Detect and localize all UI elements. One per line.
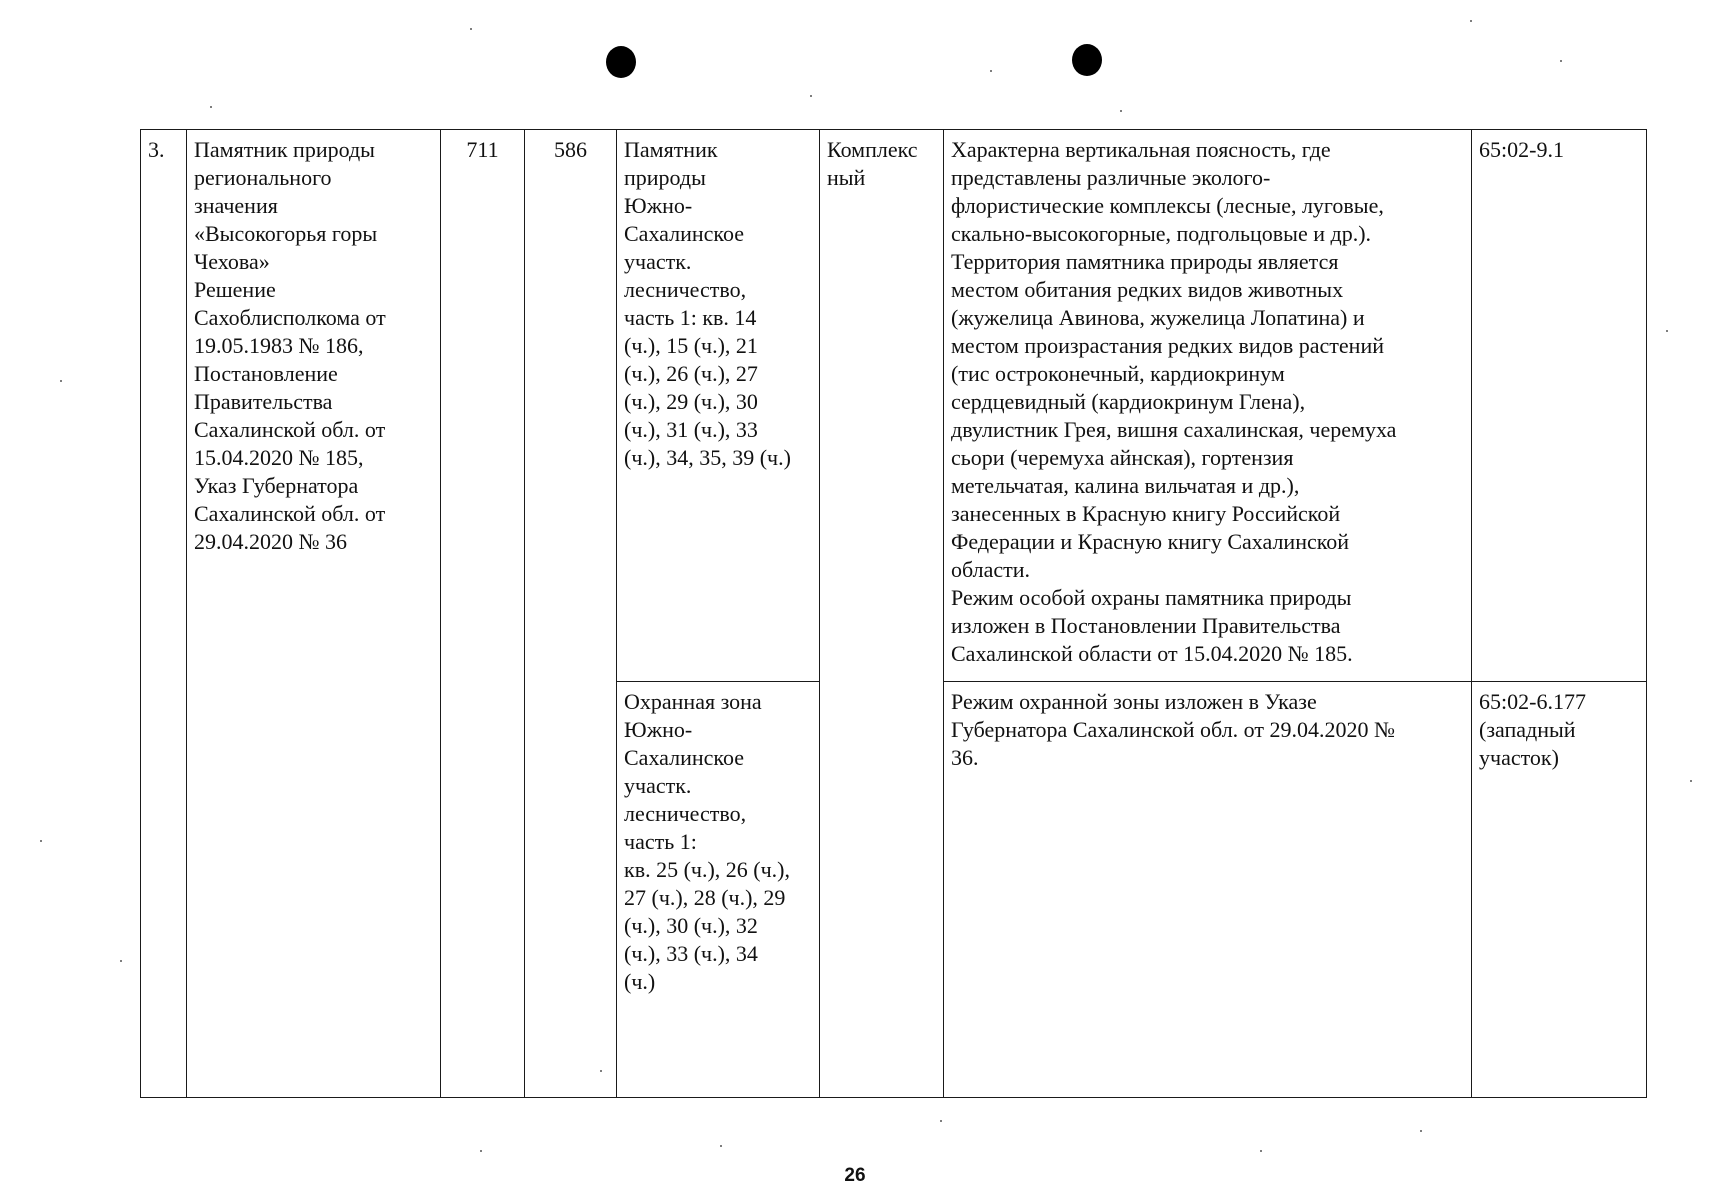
table-row: [141, 130, 1647, 682]
row-index: 3.: [141, 130, 187, 1098]
location-cell-buffer-zone: Охранная зона Южно- Сахалинское участк. лесничество, часть 1: кв. 25 (ч.), 26 (ч.), 27 (ч.), 28 (ч.), 29 (ч.), 30 (ч.), 32 (ч.), 33 (ч.), 34 (ч.): [617, 682, 820, 1098]
punch-hole-left: [606, 46, 636, 78]
area-total-cell: 711: [441, 130, 525, 1098]
cadastral-code-cell-buffer-zone: 65:02-6.177 (западный участок): [1472, 682, 1647, 1098]
page-number: 26: [844, 1165, 866, 1186]
punch-hole-right: [1072, 44, 1102, 76]
protected-areas-table: [140, 129, 1647, 1098]
location-cell-monument: Памятник природы Южно- Сахалинское участк. лесничество, часть 1: кв. 14 (ч.), 15 (ч.), 21 (ч.), 26 (ч.), 27 (ч.), 29 (ч.), 30 (ч.), 31 (ч.), 33 (ч.), 34, 35, 39 (ч.): [617, 130, 820, 682]
description-cell-buffer-zone: Режим охранной зоны изложен в Указе Губернатора Сахалинской обл. от 29.04.2020 № 36.: [944, 682, 1472, 1098]
profile-cell: Комплекс ный: [820, 130, 944, 1098]
cadastral-code-cell-monument: 65:02-9.1: [1472, 130, 1647, 682]
area-secondary-cell: 586: [525, 130, 617, 1098]
description-cell-monument: Характерна вертикальная поясность, где представлены различные эколого- флористические комплексы (лесные, луговые, скально-высокогорные, подгольцовые и др.). Территория памятника природы является местом обитания редких видов животных (жужелица Авинова, жужелица Лопатина) и местом произрастания редких видов растений (тис остроконечный, кардиокринум сердцевидный (кардиокринум Глена), двулистник Грея, вишня сахалинская, черемуха сьори (черемуха айнская), гортензия метельчатая, калина вильчатая и др.), занесенных в Красную книгу Российской Федерации и Красную книгу Сахалинской области. Режим особой охраны памятника природы изложен в Постановлении Правительства Сахалинской области от 15.04.2020 № 185.: [944, 130, 1472, 682]
object-name-cell: Памятник природы регионального значения «Высокогорья горы Чехова» Решение Сахоблисполкома от 19.05.1983 № 186, Постановление Правительства Сахалинской обл. от 15.04.2020 № 185, Указ Губернатора Сахалинской обл. от 29.04.2020 № 36: [187, 130, 441, 1098]
